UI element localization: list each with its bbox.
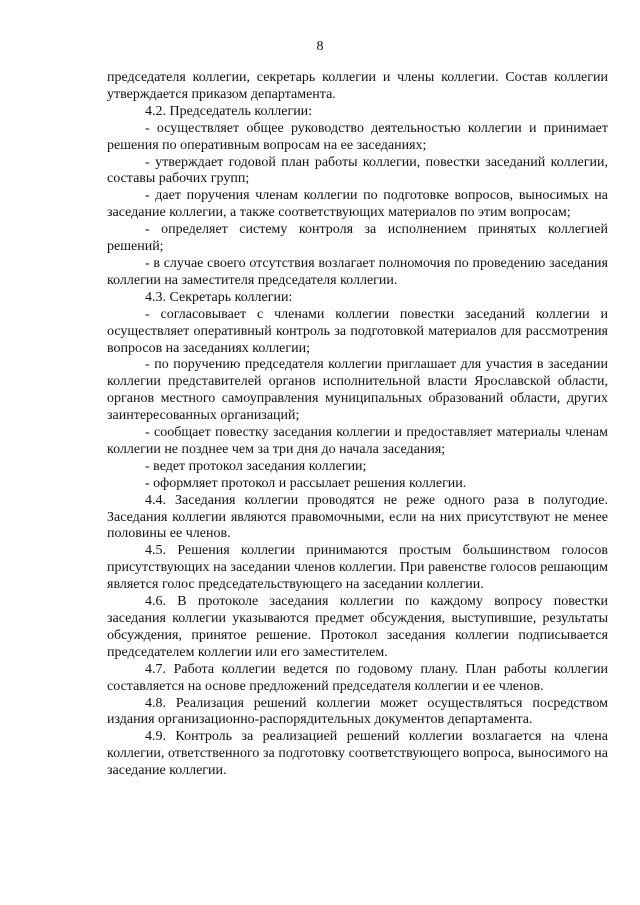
list-item: - утверждает годовой план работы коллегии, повестки заседаний коллегии, составы рабочих групп;	[107, 154, 608, 187]
list-item: - по поручению председателя коллегии приглашает для участия в заседании коллегии представителей органов исполнительной власти Ярославской области, органов местного самоуправления муниципальных образований области, других заинтересованных организаций;	[107, 357, 608, 424]
list-item: - согласовывает с членами коллегии повестки заседаний коллегии и осуществляет оперативный контроль за подготовкой материалов для рассмотрения вопросов на заседаниях коллегии;	[107, 306, 608, 356]
paragraph: 4.4. Заседания коллегии проводятся не реже одного раза в полугодие. Заседания коллегии являются правомочными, если на них присутствуют не менее половины ее членов.	[107, 492, 608, 542]
list-item: - в случае своего отсутствия возлагает полномочия по проведению заседания коллегии на заместителя председателя коллегии.	[107, 255, 608, 288]
section-heading: 4.2. Председатель коллегии:	[145, 103, 313, 119]
paragraph: 4.6. В протоколе заседания коллегии по каждому вопросу повестки заседания коллегии указываются предмет обсуждения, выступившие, результаты обсуждения, принятое решение. Протокол заседания коллегии подписывается председателем коллегии или его заместителем.	[107, 594, 608, 660]
paragraph: 4.7. Работа коллегии ведется по годовому плану. План работы коллегии составляется на основе предложений председателя коллегии и ее членов.	[107, 661, 608, 694]
paragraph: 4.5. Решения коллегии принимаются простым большинством голосов присутствующих на заседании членов коллегии. При равенстве голосов решающим является голос председательствующего на заседании коллегии.	[107, 543, 608, 593]
document-body	[107, 70, 608, 780]
paragraph: 4.9. Контроль за реализацией решений коллегии возлагается на члена коллегии, ответственного за подготовку соответствующего вопроса, выносимого на заседание коллегии.	[107, 729, 608, 779]
paragraph: 4.8. Реализация решений коллегии может осуществляться посредством издания организационно-распорядительных документов департамента.	[107, 695, 608, 728]
list-item: - дает поручения членам коллегии по подготовке вопросов, выносимых на заседание коллегии, а также соответствующих материалов по этим вопросам;	[107, 188, 608, 221]
section-heading: 4.3. Секретарь коллегии:	[145, 289, 293, 305]
paragraph: председателя коллегии, секретарь коллегии и члены коллегии. Состав коллегии утверждается приказом департамента.	[107, 70, 608, 102]
list-item: - осуществляет общее руководство деятельностью коллегии и принимает решения по оперативным вопросам на ее заседаниях;	[107, 120, 608, 153]
list-item: - оформляет протокол и рассылает решения коллегии.	[145, 475, 467, 491]
list-item: - ведет протокол заседания коллегии;	[145, 458, 367, 474]
list-item: - сообщает повестку заседания коллегии и предоставляет материалы членам коллегии не позднее чем за три дня до начала заседания;	[107, 425, 608, 457]
list-item: - определяет систему контроля за исполнением принятых коллегией решений;	[107, 222, 608, 255]
page-number: 8	[316, 39, 324, 54]
